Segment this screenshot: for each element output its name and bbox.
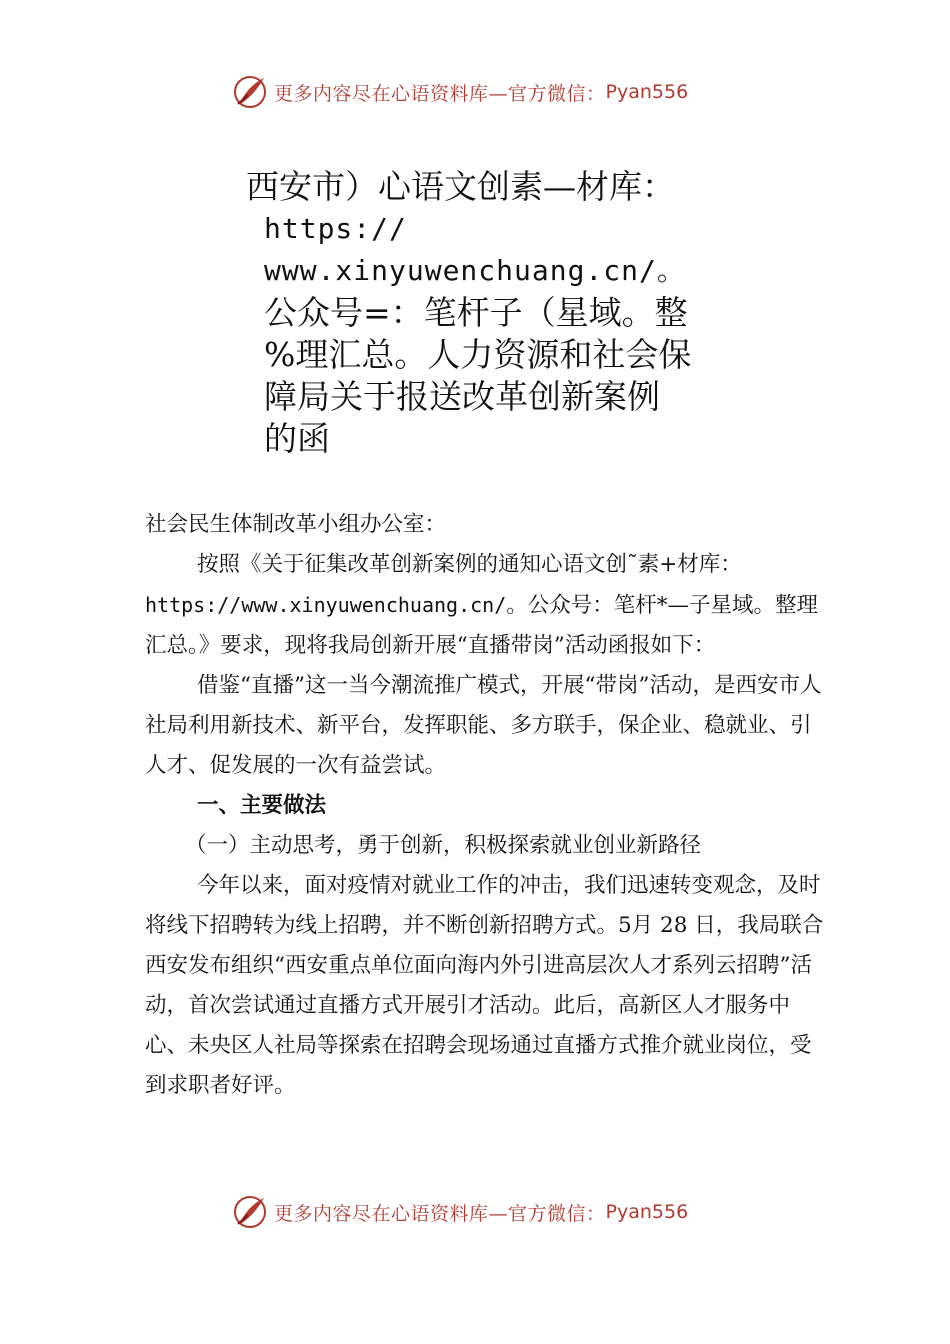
title-line: 西安市）心语文创素—材库： bbox=[246, 167, 675, 206]
paragraph: 今年以来，面对疫情对就业工作的冲击，我们迅速转变观念，及时将线下招聘转为线上招聘，并不断创新招聘方式。5月 28 日，我局联合西安发布组织“西安重点单位面向海内外引进高层次人才系列云招聘”活动，首次尝试通过直播方式开展引才活动。此后，高新区人才服务中心、未央区人社局等探索在招聘会现场通过直播方式推介就业岗位，受到求职者好评。 bbox=[145, 873, 824, 1098]
title-line: www.xinyuwenchuang.cn/。 bbox=[264, 254, 686, 287]
paragraph: 借鉴“直播”这一当今潮流推广模式，开展“带岗”活动，是西安市人社局利用新技术、新平台，发挥职能、多方联手，保企业、稳就业、引人才、促发展的一次有益尝试。 bbox=[145, 673, 822, 778]
feather-logo-icon bbox=[232, 1194, 268, 1230]
paragraph bbox=[145, 545, 825, 666]
header-banner bbox=[232, 72, 688, 112]
document-body bbox=[145, 505, 825, 1106]
banner-text: 更多内容尽在心语资料库—官方微信： bbox=[274, 82, 606, 105]
section-heading: 一、主要做法 bbox=[197, 793, 327, 818]
title-line: https:// bbox=[264, 212, 407, 245]
banner-wechat-id: Pyan556 bbox=[605, 81, 689, 103]
document-title bbox=[246, 166, 716, 460]
title-line: 的函 bbox=[264, 419, 330, 458]
footer-banner bbox=[232, 1192, 688, 1232]
addressee: 社会民生体制改革小组办公室： bbox=[145, 512, 447, 537]
paragraph-text: 按照《关于征集改革创新案例的通知心语文创˜素+材库： bbox=[197, 552, 742, 577]
title-line: 公众号=：笔杆子（星域。整 bbox=[264, 293, 688, 332]
title-line: 障局关于报送改革创新案例 bbox=[264, 377, 660, 416]
subsection-heading: （一）主动思考，勇于创新，积极探索就业创业新路径 bbox=[185, 833, 702, 858]
feather-logo-icon bbox=[232, 74, 268, 110]
banner-text: 更多内容尽在心语资料库—官方微信： bbox=[274, 1202, 606, 1225]
banner-wechat-id: Pyan556 bbox=[605, 1201, 689, 1223]
url-text: https://www.xinyuwenchuang.cn/ bbox=[145, 593, 507, 617]
paragraph-text: 。公众号：笔杆*—子星域。整理汇总。》要求，现将我局创新开展“直播带岗”活动函报如下： bbox=[145, 593, 818, 658]
title-line: %理汇总。人力资源和社会保 bbox=[264, 335, 692, 374]
